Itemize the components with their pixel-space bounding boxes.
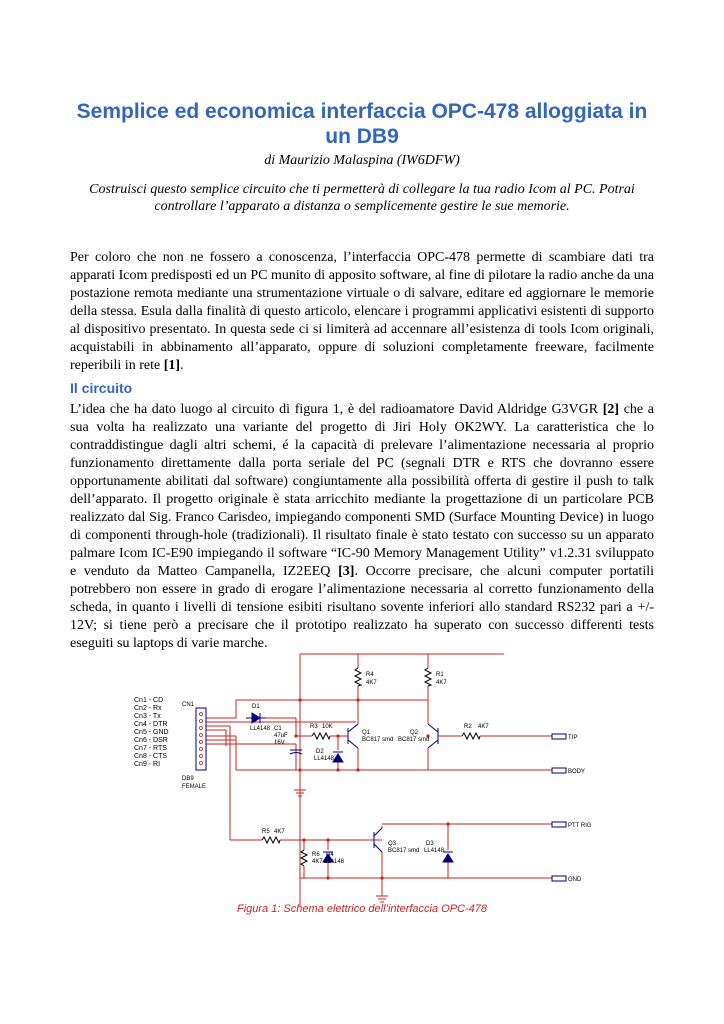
- d3-part: LL4148: [424, 848, 445, 854]
- pin-label-8: Cn8 - CTS: [134, 753, 168, 760]
- r4-value: 4K7: [366, 680, 377, 686]
- c1-label: C1: [274, 726, 282, 732]
- schematic-wires: [206, 654, 552, 906]
- pin-label-1: Cn1 - CD: [134, 697, 164, 704]
- r5-value: 4K7: [274, 829, 285, 835]
- q3-part: BC817 smd: [388, 848, 420, 854]
- ptt-terminal: [552, 822, 566, 827]
- intro-text: Per coloro che non ne fossero a conoscenza, l’interfaccia OPC-478 permette di scambiare dati tra apparati Icom predisposti ed un PC munito di apposito software, al fine di pilotare la radio anche da una postazione remota mediante una strumentazione virtuale o di salvare, editare ed aggiornare le memorie della stessa. Esula dalla finalità di questo articolo, elencare i programmi applicativi esistenti di supporto al dispositivo presentato. In questa sede ci si limiterà ad accennare all’esistenza di tools Icom originali, acquistabili in abbinamento all’apparato, oppure di soluzioni completamente freeware, facilmente reperibili in rete: [70, 250, 654, 373]
- resistor-r3: [312, 733, 330, 739]
- r1-label: R1: [436, 672, 444, 678]
- circuit-paragraph: [70, 401, 654, 653]
- circuit-text-1: L’idea che ha dato luogo al circuito di figura 1, è del radioamatore David Aldridge G3VGR: [70, 402, 603, 417]
- figure-caption: Figura 1: Schema elettrico dell’interfaccia OPC-478: [236, 903, 488, 915]
- schematic-diagram: [126, 650, 606, 906]
- q1-part: BC817 smd: [362, 737, 394, 743]
- q2-label: Q2: [410, 730, 419, 736]
- r4-label: R4: [366, 672, 374, 678]
- r2-label: R2: [464, 724, 472, 730]
- d4-label: D4: [326, 852, 334, 858]
- pin-label-7: Cn7 - RTS: [134, 745, 167, 752]
- connector-type: DB9: [182, 776, 194, 782]
- connector-gender: FEMALE: [182, 784, 207, 790]
- pin-label-5: Cn5 - GND: [134, 729, 169, 736]
- reference-2: [2]: [602, 402, 620, 417]
- r6-value: 4K7: [312, 859, 323, 865]
- transistor-q1: [348, 724, 358, 748]
- gnd-label: GND: [568, 877, 582, 883]
- pin-label-3: Cn3 - Tx: [134, 713, 161, 720]
- page-title: Semplice ed economica interfaccia OPC-478 alloggiata in un DB9: [76, 100, 648, 148]
- pin-label-6: Cn6 - DSR: [134, 737, 168, 744]
- d3-label: D3: [426, 841, 434, 847]
- q1-label: Q1: [362, 730, 371, 736]
- ptt-label: PTT RIG: [568, 823, 592, 829]
- abstract: Costruisci questo semplice circuito che ti permetterà di collegare la tua radio Icom al PC. Potrai controllare l’apparato a distanza o semplicemente gestire le sue memorie.: [89, 182, 635, 214]
- r3-label: R3: [310, 724, 318, 730]
- d1-label: D1: [252, 704, 260, 710]
- intro-end: .: [180, 358, 184, 373]
- c1-value: 47uF: [274, 733, 288, 739]
- r6-label: R6: [312, 852, 320, 858]
- pin-label-4: Cn4 - DTR: [134, 721, 168, 728]
- pin-label-9: Cn9 - RI: [134, 761, 161, 768]
- resistor-r6: [301, 850, 307, 866]
- d4-part: LL4148: [324, 859, 345, 865]
- author-line: di Maurizio Malaspina (IW6DFW): [264, 153, 460, 168]
- d2-label: D2: [316, 749, 324, 755]
- r2-value: 4K7: [478, 724, 489, 730]
- body-terminal: [552, 768, 566, 773]
- circuit-text-2: che a sua volta ha realizzato una variante del progetto di Jiri Holy OK2WY. La caratteristica che lo contraddistingue dagli altri schemi, é la capacità di prelevare l’alimentazione necessaria al proprio funzionamento direttamente dalla porta seriale del PC (segnali DTR e RTS che dovranno essere opportunamente abilitati dal software) congiuntamente alla possibilità offerta di gestire il push to talk dell’apparato. Il progetto originale è stata arricchito mediante la progettazione di un particolare PCB realizzato dal Sig. Franco Carisdeo, impiegando componenti SMD (Surface Mounting Device) in luogo di componenti through-hole (tradizionali). Il risultato finale è stato testato con successo su un apparato palmare Icom IC-E90 impiegando il software “IC-90 Memory Management Utility” v1.2.31 sviluppato e venduto da Matteo Campanella, IZ2EEQ: [70, 402, 654, 579]
- d2-part: LL4148: [314, 756, 335, 762]
- section-heading: Il circuito: [70, 380, 133, 396]
- circuit-text-3: . Occorre precisare, che alcuni computer portatili potrebbero non essere in grado di erogare l’alimentazione necessaria al corretto funzionamento della scheda, in quanto i livelli di tensione esibiti risultano sovente inferiori allo standard RS232 pari a +/- 12V; si tiene però a precisare che il prototipo realizzato ha superato con successo differenti tests eseguiti su laptops di varie marche.: [70, 564, 654, 651]
- r3-value: 10K: [322, 724, 333, 730]
- q2-part: BC817 smd: [398, 737, 430, 743]
- resistor-r4: [355, 668, 361, 686]
- d1-part: LL4148: [250, 726, 271, 732]
- gnd-terminal: [552, 876, 566, 881]
- pin-label-2: Cn2 - Rx: [134, 705, 162, 712]
- resistor-r5: [262, 837, 280, 843]
- q3-label: Q3: [388, 841, 397, 847]
- body-label: BODY: [568, 769, 586, 775]
- tip-terminal: [552, 734, 566, 739]
- intro-paragraph: [70, 249, 654, 375]
- connector-label: CN1: [182, 702, 195, 708]
- c1-voltage: 16V: [274, 740, 285, 746]
- diode-d2: [333, 752, 343, 762]
- tip-label: TIP: [568, 735, 578, 741]
- pin-legend: [134, 697, 169, 768]
- r1-value: 4K7: [436, 680, 447, 686]
- resistor-r2: [462, 733, 480, 739]
- r5-label: R5: [262, 829, 270, 835]
- reference-1: [1]: [163, 358, 181, 373]
- db9-connector: [182, 702, 206, 790]
- reference-3: [3]: [338, 564, 355, 579]
- resistor-r1: [425, 668, 431, 686]
- diode-d3: [443, 852, 453, 862]
